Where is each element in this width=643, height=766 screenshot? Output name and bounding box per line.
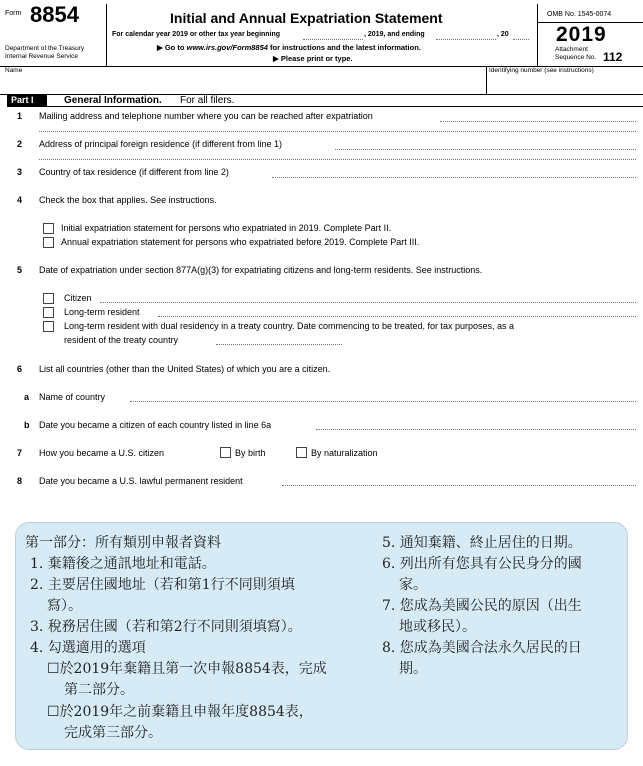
line-5-ltr-label: Long-term resident [64, 307, 140, 317]
tax-year-end-field[interactable] [436, 39, 496, 40]
line-4-annual-label: Annual expatriation statement for persons who expatriated before 2019. Complete Part III. [61, 237, 420, 247]
line-6a-label: Name of country [39, 392, 106, 402]
line-6-number: 6 [17, 364, 23, 374]
translation-right-8: 8. 您成為美國合法永久居民的日 [382, 640, 582, 656]
line-4-initial-label: Initial expatriation statement for persons who expatriated in 2019. Complete Part II. [61, 223, 392, 233]
line-4-label: Check the box that applies. See instructions. [39, 195, 217, 205]
translation-right-7: 7. 您成為美國公民的原因（出生 [382, 598, 582, 614]
part1-subtitle: For all filers. [180, 95, 235, 106]
line-8-field[interactable] [282, 485, 636, 486]
tax-year-end-year-field[interactable] [513, 39, 529, 40]
instructions-line [157, 43, 421, 52]
line-5-citizen-label: Citizen [64, 293, 92, 303]
line-7-birth-checkbox[interactable] [220, 447, 231, 458]
translation-left-4a: ☐於2019年棄籍且第一次申報8854表，完成 [47, 661, 327, 677]
translation-right-8-cont: 期。 [399, 661, 427, 677]
department-label: Department of the Treasury [5, 45, 85, 52]
sequence-label: Sequence No. [555, 54, 597, 61]
translation-right-6: 6. 列出所有您具有公民身分的國 [382, 556, 582, 572]
instructions-prefix: ▶ Go to [157, 43, 187, 52]
line-6a-letter: a [24, 392, 30, 402]
translation-left-4a-cont: 第二部分。 [64, 682, 134, 698]
instructions-url[interactable]: www.irs.gov/Form8854 [186, 43, 268, 52]
sequence-number: 112 [603, 50, 623, 64]
line-3-number: 3 [17, 167, 23, 177]
instructions-suffix: for instructions and the latest information. [267, 43, 421, 52]
line-5-dual-label: Long-term resident with dual residency in a treaty country. Date commencing to be treated, for tax purposes, as a [64, 321, 515, 331]
tax-year-end-label: , 2019, and ending [364, 31, 425, 38]
tax-year-begin-field[interactable] [303, 39, 363, 40]
line-3-field[interactable] [272, 177, 636, 178]
translation-left-2-cont: 寫）。 [47, 598, 82, 614]
translation-right-6-cont: 家。 [399, 577, 427, 593]
name-label: Name [5, 67, 23, 74]
translation-right-5: 5. 通知棄籍、終止居住的日期。 [382, 535, 582, 551]
translation-left-4b-cont: 完成第三部分。 [64, 725, 162, 741]
translation-left-1: 1. 棄籍後之通訊地址和電話。 [30, 556, 216, 572]
line-5-ltr-checkbox[interactable] [43, 307, 54, 318]
line-5-dual-label-cont: resident of the treaty country [64, 335, 179, 345]
line-2-field-a[interactable] [335, 149, 636, 150]
name-id-divider [486, 66, 487, 94]
line-7-naturalization-checkbox[interactable] [296, 447, 307, 458]
header-divider-right [537, 4, 538, 66]
line-4-annual-checkbox[interactable] [43, 237, 54, 248]
part1-tag: Part I [11, 95, 34, 105]
line-5-dual-checkbox[interactable] [43, 321, 54, 332]
line-6-label: List all countries (other than the United States) of which you are a citizen. [39, 364, 331, 374]
line-8-label: Date you became a U.S. lawful permanent resident [39, 476, 243, 486]
line-7-naturalization-label: By naturalization [311, 448, 378, 458]
line-4-initial-checkbox[interactable] [43, 223, 54, 234]
line-4-number: 4 [17, 195, 23, 205]
identifying-number-label: Identifying number (see instructions) [489, 67, 594, 74]
line-7-label: How you became a U.S. citizen [39, 448, 165, 458]
translation-left-4b: ☐於2019年之前棄籍且申報年度8854表， [47, 704, 313, 720]
attachment-label: Attachment [555, 46, 588, 53]
line-1-label: Mailing address and telephone number where you can be reached after expatriation [39, 111, 373, 121]
line-5-number: 5 [17, 265, 23, 275]
line-6b-letter: b [24, 420, 30, 430]
tax-year-suffix: , 20 [497, 31, 509, 38]
translation-heading: 第一部分：所有類別申報者資料 [25, 535, 221, 551]
line-5-dual-field[interactable] [216, 344, 342, 345]
line-5-label: Date of expatriation under section 877A(g)(3) for expatriating citizens and long-term residents. See instructions. [39, 265, 483, 275]
form-number: 8854 [30, 2, 79, 27]
line-7-birth-label: By birth [235, 448, 266, 458]
form-title: Initial and Annual Expatriation Statement [170, 10, 443, 26]
translation-left-2: 2. 主要居住國地址（若和第1行不同則須填 [30, 577, 295, 593]
translation-right-7-cont: 地或移民）。 [399, 619, 476, 635]
form-word: Form [5, 10, 22, 17]
line-5-citizen-checkbox[interactable] [43, 293, 54, 304]
line-3-label: Country of tax residence (if different from line 2) [39, 167, 229, 177]
tax-year-begin-label: For calendar year 2019 or other tax year beginning [112, 31, 281, 38]
omb-number: OMB No. 1545-0074 [547, 11, 612, 18]
line-6b-label: Date you became a citizen of each country listed in line 6a [39, 420, 272, 430]
line-8-number: 8 [17, 476, 23, 486]
translation-left-4: 4. 勾選適用的選項 [30, 640, 146, 656]
irs-label: Internal Revenue Service [5, 53, 78, 60]
line-5-citizen-field[interactable] [100, 302, 636, 303]
line-5-ltr-field[interactable] [158, 316, 636, 317]
tax-year: 2019 [556, 23, 607, 46]
line-2-number: 2 [17, 139, 23, 149]
line-2-field-b[interactable] [39, 159, 636, 160]
part1-title: General Information. [64, 95, 162, 106]
line-2-label: Address of principal foreign residence (if different from line 1) [39, 139, 282, 149]
line-1-field-a[interactable] [440, 121, 636, 122]
part1-rule [7, 106, 643, 107]
line-1-field-b[interactable] [39, 131, 636, 132]
line-6a-field[interactable] [130, 401, 636, 402]
line-6b-field[interactable] [316, 429, 636, 430]
header-divider-left [106, 4, 107, 66]
print-note: ▶ Please print or type. [273, 54, 353, 63]
line-7-number: 7 [17, 448, 23, 458]
translation-left-3: 3. 稅務居住國（若和第2行不同則須填寫）。 [30, 619, 302, 635]
line-1-number: 1 [17, 111, 23, 121]
